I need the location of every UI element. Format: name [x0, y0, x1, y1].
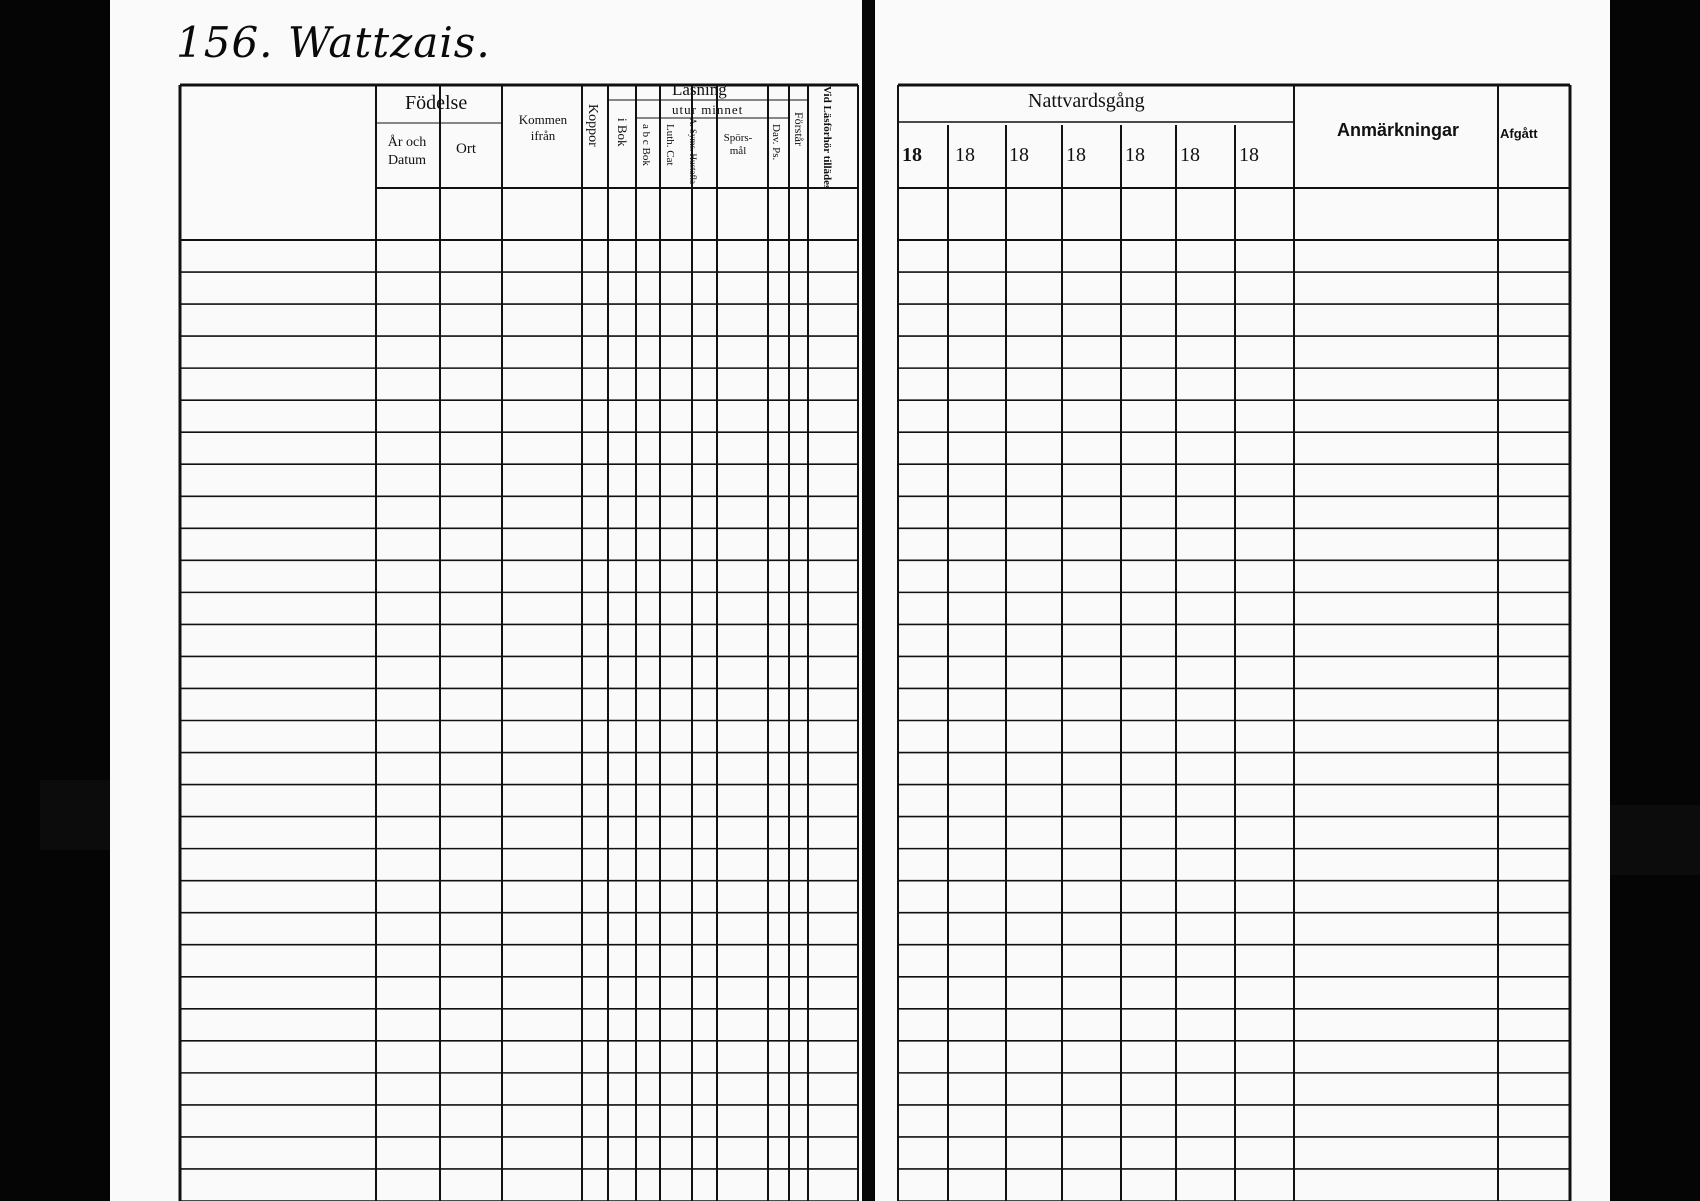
year-prefix-4: 18	[1066, 144, 1086, 166]
header-nattvardsgang: Nattvardsgång	[1028, 90, 1145, 112]
header-vid-lasforhor-tillades: Vid Läsförhör tillädes	[821, 86, 833, 190]
year-prefix-6: 18	[1180, 144, 1200, 166]
year-prefix-3: 18	[1009, 144, 1029, 166]
header-sporsmal: Spörs-mål	[723, 132, 753, 157]
header-lasning: Läsning	[672, 80, 727, 99]
header-afgatt: Afgått	[1500, 126, 1538, 141]
header-dav-ps: Dav. Ps.	[770, 124, 782, 161]
year-prefix-7: 18	[1239, 144, 1259, 166]
header-a-syms-hustafla: A. Syms. Hustafla	[688, 118, 698, 184]
header-fodelse: Födelse	[405, 92, 468, 114]
header-anmarkningar: Anmärkningar	[1337, 120, 1460, 140]
header-kommen-ifran: Kommen ifrån	[518, 112, 568, 143]
year-prefix-5: 18	[1125, 144, 1145, 166]
year-prefix-2: 18	[955, 144, 975, 166]
handwritten-page-title: 156. Wattzais.	[176, 18, 491, 67]
header-i-bok: i Bok	[615, 118, 630, 147]
header-luth-cat: Luth. Cat	[664, 124, 676, 166]
header-abc-bok: a b c Bok	[640, 124, 652, 166]
header-utur-minnet: utur minnet	[672, 102, 744, 117]
year-prefix-1: 18	[902, 144, 922, 166]
header-koppor: Koppor	[585, 104, 600, 147]
header-ort: Ort	[456, 141, 476, 157]
header-forstar: Förstår	[792, 112, 806, 146]
header-ar-och-datum: År och Datum	[387, 135, 427, 168]
